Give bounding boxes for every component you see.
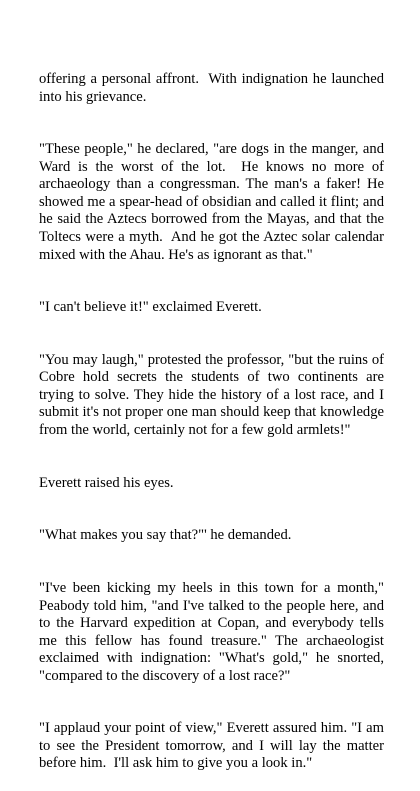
paragraph: "These people," he declared, "are dogs in the manger, and Ward is the worst of the lot. He knows no more of archaeology than a congressman. The man's a faker! He showed me a spear-head of obsidian and called it flint; and he said the Aztecs borrowed from the Mayas, and that the Toltecs were a myth. And he got the Aztec solar calendar mixed with the Ahau. He's as ignorant as that." bbox=[39, 141, 388, 263]
paragraph: "You may laugh," protested the professor, "but the ruins of Cobre hold secrets the students of two continents are trying to solve. They hide the history of a lost race, and I submit it's not proper one man should keep that knowledge from the world, certainly not for a few gold armlets!" bbox=[39, 351, 388, 439]
paragraph: "What makes you say that?"' he demanded. bbox=[39, 527, 292, 544]
page-text bbox=[39, 36, 388, 791]
paragraph: "I can't believe it!" exclaimed Everett. bbox=[39, 299, 262, 316]
paragraph: "I applaud your point of view," Everett assured him. "I am to see the President tomorrow, and I will lay the matter before him. I'll ask him to give you a look in." bbox=[39, 720, 388, 772]
paragraph: Everett raised his eyes. bbox=[39, 474, 174, 491]
paragraph: "I've been kicking my heels in this town for a month," Peabody told him, "and I've talked to the people here, and to the Harvard expedition at Copan, and everybody tells me this fellow has found treasure." The archaeologist exclaimed with indignation: "What's gold," he snorted, "compared to the discovery of a lost race?" bbox=[39, 579, 388, 684]
paragraph: offering a personal affront. With indignation he launched into his grievance. bbox=[39, 71, 388, 105]
